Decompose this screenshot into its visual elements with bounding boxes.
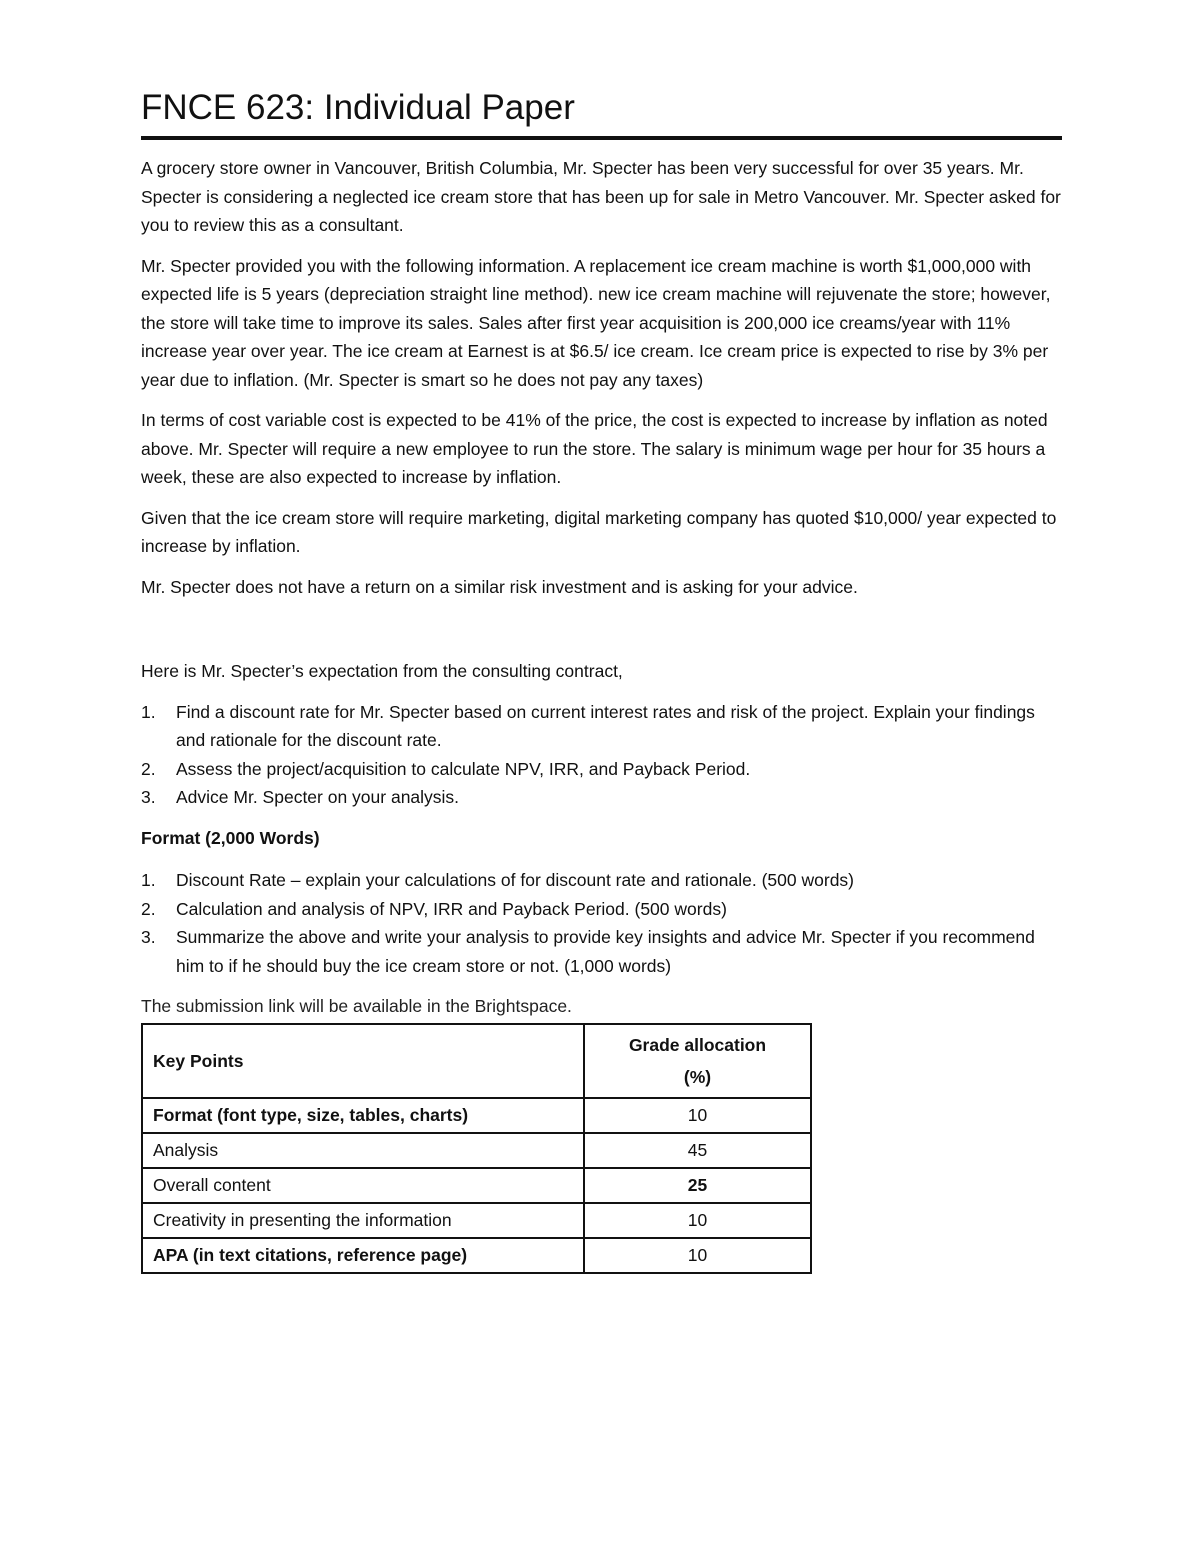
row-point: Analysis [142, 1133, 584, 1168]
format-list [141, 866, 1062, 980]
list-item [141, 755, 1062, 784]
table-row [142, 1203, 811, 1238]
list-item [141, 866, 1062, 895]
expectation-intro: Here is Mr. Specter’s expectation from the consulting contract, [141, 661, 623, 681]
list-item [141, 923, 1062, 980]
table-header-row [142, 1024, 811, 1098]
row-grade: 45 [584, 1133, 811, 1168]
row-grade: 10 [584, 1203, 811, 1238]
title-divider [141, 136, 1062, 140]
spacer [141, 613, 1062, 657]
row-point: Format (font type, size, tables, charts) [142, 1098, 584, 1133]
row-point: Creativity in presenting the information [142, 1203, 584, 1238]
expectation-list [141, 698, 1062, 812]
document-page [141, 86, 1062, 1274]
paragraph-information: Mr. Specter provided you with the following information. A replacement ice cream machine is worth $1,000,000 with expected life is 5 years (depreciation straight line method). new ice cream machine will rejuvenate the store; however, the store will take time to improve its sales. Sales after first year acquisition is 200,000 ice creams/year with 11% increase year over year. The ice cream at Earnest is at $6.5/ ice cream. Ice cream price is expected to rise by 3% per year due to inflation. (Mr. Specter is smart so he does not pay any taxes) [141, 255, 1051, 390]
list-number: 3. [141, 927, 156, 947]
list-number: 3. [141, 787, 156, 807]
paragraph-intro: A grocery store owner in Vancouver, British Columbia, Mr. Specter has been very successful for over 35 years. Mr. Specter is considering a neglected ice cream store that has been up for sale in Metro Vancouver. Mr. Specter asked for you to review this as a consultant. [141, 158, 1061, 235]
table-row [142, 1238, 811, 1273]
paragraph-costs: In terms of cost variable cost is expected to be 41% of the price, the cost is expected to increase by inflation as noted above. Mr. Specter will require a new employee to run the store. The salary is minimum wage per hour for 35 hours a week, these are also expected to increase by inflation. [141, 410, 1048, 487]
table-row [142, 1098, 811, 1133]
header-grade-line1: Grade allocation [628, 1034, 767, 1055]
list-text: Advice Mr. Specter on your analysis. [176, 787, 460, 807]
list-text: Find a discount rate for Mr. Specter based on current interest rates and risk of the project. Explain your findings and rationale for the discount rate. [176, 701, 1035, 750]
format-heading: Format (2,000 Words) [141, 827, 320, 848]
list-number: 1. [141, 870, 156, 890]
table-row [142, 1133, 811, 1168]
list-number: 1. [141, 701, 156, 722]
submission-note: The submission link will be available in the Brightspace. [141, 996, 572, 1016]
header-grade-allocation [584, 1024, 811, 1098]
list-item [141, 698, 1062, 755]
paragraph-marketing: Given that the ice cream store will require marketing, digital marketing company has quoted $10,000/ year expected to increase by inflation. [141, 507, 1057, 556]
paragraph-advice: Mr. Specter does not have a return on a similar risk investment and is asking for your advice. [141, 576, 858, 597]
header-key-points: Key Points [142, 1024, 584, 1098]
list-text: Discount Rate – explain your calculations of for discount rate and rationale. (500 words) [176, 870, 855, 890]
row-grade: 10 [584, 1098, 811, 1133]
row-grade: 25 [584, 1168, 811, 1203]
list-item [141, 783, 1062, 812]
list-item [141, 895, 1062, 924]
table-row [142, 1168, 811, 1203]
row-grade: 10 [584, 1238, 811, 1273]
list-text: Summarize the above and write your analysis to provide key insights and advice Mr. Specter if you recommend him to if he should buy the ice cream store or not. (1,000 words) [176, 927, 1035, 976]
list-number: 2. [141, 758, 156, 779]
list-text: Calculation and analysis of NPV, IRR and Payback Period. (500 words) [176, 898, 727, 919]
row-point: Overall content [142, 1168, 584, 1203]
grade-table [141, 1023, 812, 1274]
page-title: FNCE 623: Individual Paper [141, 88, 575, 127]
list-number: 2. [141, 898, 156, 919]
header-grade-line2: (%) [683, 1066, 712, 1087]
row-point: APA (in text citations, reference page) [142, 1238, 584, 1273]
list-text: Assess the project/acquisition to calculate NPV, IRR, and Payback Period. [176, 758, 751, 779]
